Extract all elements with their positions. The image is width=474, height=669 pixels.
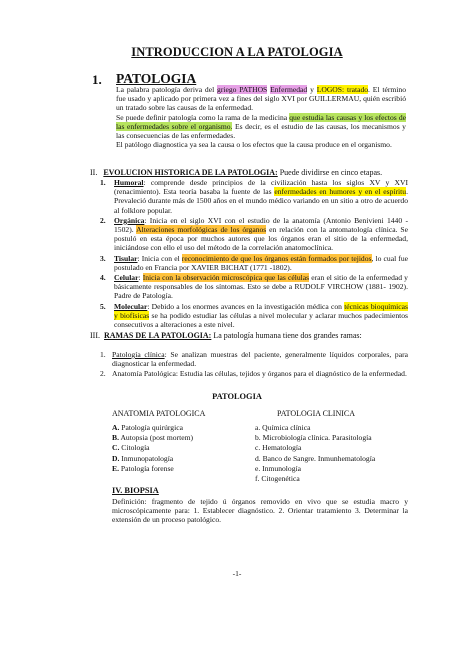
list-item: c. Hematología [255, 443, 302, 453]
branch-number: 2. [100, 369, 106, 379]
text-run: La palabra patología deriva del [116, 85, 218, 94]
stage-label: Molecular [114, 301, 148, 311]
stage-number: 4. [100, 273, 106, 283]
stage-item [100, 216, 408, 253]
stage-number: 5. [100, 301, 106, 311]
text-run: eran el sitio de la enfermedad y básicamente responsables de los síntomas. Esto se debe a RUDOLF VIRCHOW (1881- 1902). Padre de Patología. [114, 273, 408, 301]
section-2-heading-tail: Puede dividirse en cinco etapas. [277, 168, 383, 177]
biopsy-definition: Definición: fragmento de tejido ú órganos removido en vivo que se estudia macro y microscópicamente para: 1. Establecer diagnóstico. 2. Orientar tratamiento 3. Determinar la extensión de un proceso patológico. [112, 497, 408, 525]
list-item [112, 433, 193, 443]
definition-paragraph [116, 113, 406, 141]
diagnosis-paragraph: El patólogo diagnostica ya sea la causa o los efectos que la causa produce en el organismo. [116, 140, 392, 150]
stage-label: Humoral [114, 178, 144, 187]
branch-label: Patología clínica [112, 350, 165, 359]
text-run: : comprende desde principios de la civilización hasta los siglos XV y XVI (renacimiento). Esta teoría basaba la fuente de las [114, 178, 408, 197]
highlight-stage-humoral: enfermedades en humores y en el espíritu [274, 187, 407, 197]
anatomia-list [112, 423, 193, 474]
list-text: Patología forense [118, 463, 174, 473]
table-title: PATOLOGIA [212, 392, 262, 401]
section-2-heading-line [90, 168, 410, 178]
highlight-stage-celular: Inicia con la observación microscópica que las células [142, 273, 310, 283]
text-run: . Prevaleció durante más de 1500 años en el mundo médico variando en un sitio a otro de acuerdo al folklore popular. [114, 187, 408, 215]
list-item [112, 423, 193, 433]
clinica-header: PATOLOGIA CLINICA [277, 409, 356, 418]
text-run: : Inicia en el siglo XVI con el estudio de la anatomía (Antonio Benivieni 1440 - 1502). [114, 215, 408, 235]
text-run: : Debido a los enormes avances en la investigación médica con [147, 301, 345, 311]
stage-label: Orgánica [114, 215, 145, 225]
stage-number: 2. [100, 215, 106, 225]
branch-text: Anatomía Patológica: Estudia las células, tejidos y órganos para el diagnóstico de la enfermedad. [112, 369, 407, 379]
stage-list [100, 178, 408, 329]
highlight-stage-organica: Alteraciones morfológicas de los órganos [136, 225, 267, 235]
list-letter: A. [112, 423, 120, 432]
stage-number: 3. [100, 253, 106, 263]
stage-label: Celular [114, 273, 139, 283]
etymology-paragraph [116, 85, 406, 113]
stage-label: Tisular [114, 253, 138, 263]
highlight-stage-molecular: técnicas bioquímicas y biofísicas [114, 301, 408, 320]
stage-number: 1. [100, 178, 106, 187]
text-run: y [307, 85, 317, 94]
highlight-definition: que estudia las causas y los efectos de las enfermedades sobre el organismo. [116, 112, 406, 131]
stage-item [100, 273, 408, 301]
section-1-heading: PATOLOGIA [116, 71, 197, 86]
highlight-logos: LOGOS: tratado [316, 85, 369, 94]
branch-list [100, 350, 408, 379]
list-item [112, 454, 193, 464]
clinica-list [255, 423, 375, 484]
section-3-heading-tail: La patología humana tiene dos grandes ramas: [211, 331, 362, 340]
list-text: Autopsia (post mortem) [118, 433, 194, 443]
section-4-heading: IV. BIOPSIA [112, 486, 159, 495]
stage-text [114, 273, 408, 301]
section-3-heading-line [90, 331, 410, 341]
list-letter: D. [112, 453, 120, 463]
list-text: Inmunopatología [119, 453, 174, 463]
page-number: -1- [232, 569, 242, 578]
highlight-enfermedad: Enfermedad [270, 85, 308, 94]
document-title: INTRODUCCION A LA PATOLOGIA [131, 45, 343, 59]
section-3-heading: RAMAS DE LA PATOLOGIA: [104, 331, 212, 340]
list-letter: E. [112, 463, 119, 473]
text-run: : Inicia con el [137, 253, 182, 263]
highlight-stage-tisular: reconocimiento de que los órganos están formados por tejidos [181, 253, 372, 263]
anatomia-header: ANATOMIA PATOLOGICA [112, 409, 206, 418]
list-item: d. Banco de Sangre. Inmunhematología [255, 453, 376, 463]
list-letter: C. [112, 443, 120, 453]
list-item [112, 464, 193, 474]
text-run: : [138, 273, 143, 283]
list-text: Citología [119, 443, 150, 453]
stage-item [100, 254, 408, 272]
branch-item [100, 350, 408, 368]
text-run: Se puede definir patología como la rama de la medicina [116, 112, 290, 122]
stage-item [100, 178, 408, 215]
text-run: . El término fue usado y aplicado por primera vez a fines del siglo XVI por GUILLERMAU, quién escribió un tratado sobre las causas de la enfermedad. [116, 85, 406, 113]
branch-text [112, 350, 408, 368]
text-run: se ha podido estudiar las células a nivel molecular y aclarar muchos padecimientos consecutivos a alteraciones a este nivel. [114, 310, 408, 330]
list-letter: B. [112, 433, 119, 443]
branch-item [100, 369, 408, 378]
section-1-number: 1. [92, 72, 102, 87]
list-item: a. Química clínica [255, 423, 311, 432]
branch-number: 1. [100, 350, 106, 359]
stage-text [114, 302, 408, 330]
text-run: en relación con la antomatología clínica. Se postuló en esta época por muchos autores que los órganos eran el sitio de la enfermedad, iniciándose con ello el uso del método de la correlación anatomoclínica. [114, 225, 409, 253]
stage-item [100, 302, 408, 330]
stage-text [114, 254, 408, 272]
section-2-heading: EVOLUCION HISTORICA DE LA PATOLOGIA: [103, 168, 278, 177]
stage-text [114, 216, 408, 253]
list-text: Patología quirúrgica [119, 423, 183, 432]
section-1-body [116, 85, 406, 149]
list-item: b. Microbiología clínica. Parasitología [255, 433, 372, 443]
stage-text [114, 178, 408, 215]
highlight-greek-pathos: griego PATHOS [217, 85, 268, 94]
section-3-number: III. [90, 331, 100, 340]
text-run: , lo cual fue postulado en Francia por XAVIER BICHAT (1771 -1802). [114, 253, 408, 272]
text-run: : Se analizan muestras del paciente, generalmente líquidos corporales, para diagnosticar la enfermedad. [112, 350, 408, 369]
list-item: e. Inmunología [255, 463, 301, 473]
text-run: Es decir, es el estudio de las causas, los mecanismos y las consecuencias de las enfermedades. [116, 121, 406, 141]
section-2-number: II. [90, 168, 98, 177]
list-item: f. Citogenética [255, 474, 300, 484]
list-item [112, 443, 193, 453]
